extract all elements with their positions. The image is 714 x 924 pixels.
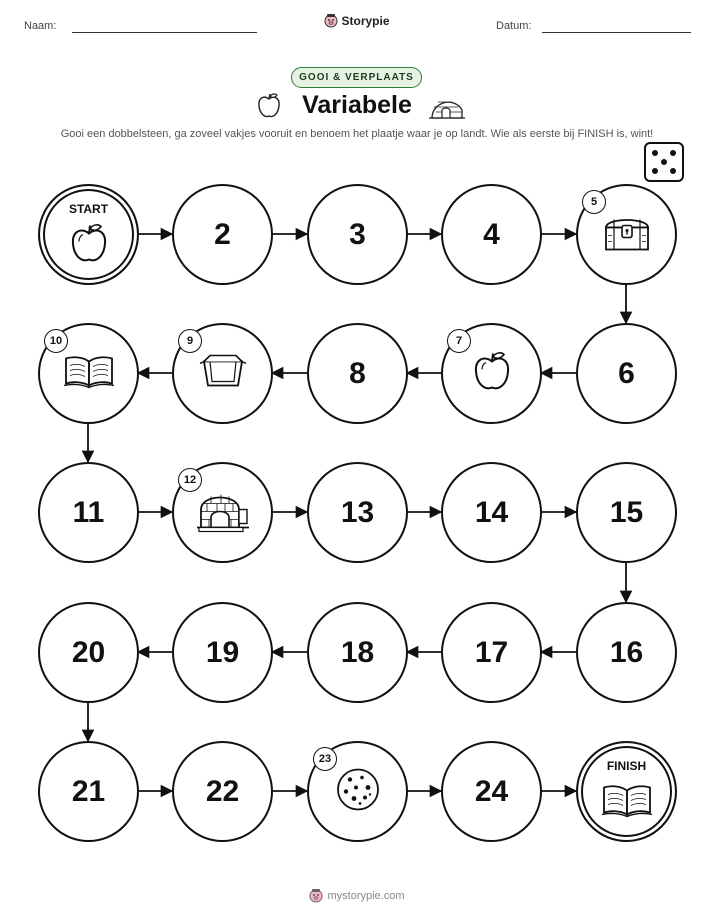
space-number: 24: [474, 774, 509, 808]
board-space: [576, 462, 677, 563]
space-label: START: [68, 202, 109, 216]
board-space: [576, 323, 677, 424]
date-label: Datum:: [496, 20, 532, 32]
board-space: [441, 741, 542, 842]
space-number-badge: 9: [178, 329, 202, 353]
name-label: Naam:: [24, 20, 57, 32]
space-number: 6: [618, 356, 635, 390]
space-number: 22: [205, 774, 240, 808]
space-number: 14: [474, 495, 509, 529]
footer: [0, 888, 714, 904]
space-number: 11: [72, 495, 105, 529]
board-space: [172, 602, 273, 703]
apple-icon: [69, 222, 109, 271]
category-tag: GOOI & VERPLAATS: [291, 67, 422, 88]
oven-icon: [195, 487, 251, 538]
space-number: 20: [71, 635, 106, 669]
board-space: [441, 602, 542, 703]
pig-mascot-icon: [309, 888, 323, 904]
start-space: [38, 184, 139, 285]
apple-icon: [472, 349, 512, 398]
space-number: 13: [340, 495, 375, 529]
board-space: [172, 184, 273, 285]
space-number-badge: 10: [44, 329, 68, 353]
space-number: 19: [205, 635, 240, 669]
board-space: [38, 741, 139, 842]
space-number-badge: 12: [178, 468, 202, 492]
space-number-badge: 5: [582, 190, 606, 214]
board-space: [38, 462, 139, 563]
treasure-chest-icon: [602, 211, 652, 258]
board-space: [307, 741, 408, 842]
board-space: [307, 184, 408, 285]
space-number-badge: 23: [313, 747, 337, 771]
space-number: 2: [214, 217, 231, 251]
space-number: 21: [71, 774, 106, 808]
space-number: 4: [483, 217, 500, 251]
space-number: 17: [474, 635, 509, 669]
space-number: 16: [609, 635, 644, 669]
board-space: [441, 184, 542, 285]
brand-name: Storypie: [341, 14, 390, 28]
board-space: [441, 323, 542, 424]
board-space: [307, 462, 408, 563]
box-icon: [198, 351, 248, 396]
space-number: 8: [349, 356, 366, 390]
book-icon: [62, 353, 116, 394]
board-space: [441, 462, 542, 563]
book-icon: [600, 783, 654, 824]
board-space: [307, 323, 408, 424]
board-space: [307, 602, 408, 703]
board-space: [172, 462, 273, 563]
board-space: [576, 184, 677, 285]
board-space: [38, 323, 139, 424]
page-title: Variabele: [302, 91, 412, 119]
board-space: [172, 741, 273, 842]
board-space: [576, 602, 677, 703]
space-number: 3: [349, 217, 366, 251]
instructions: Gooi een dobbelsteen, ga zoveel vakjes vooruit en benoem het plaatje waar je op landt. Wie als eerste bij FINISH is, wint!: [60, 128, 654, 140]
space-number: 18: [340, 635, 375, 669]
cookie-icon: [334, 765, 382, 818]
space-number: 15: [609, 495, 644, 529]
board-space: [172, 323, 273, 424]
finish-space: [576, 741, 677, 842]
board-space: [38, 602, 139, 703]
footer-url: mystorypie.com: [327, 890, 405, 902]
space-number-badge: 7: [447, 329, 471, 353]
space-label: FINISH: [606, 759, 647, 773]
